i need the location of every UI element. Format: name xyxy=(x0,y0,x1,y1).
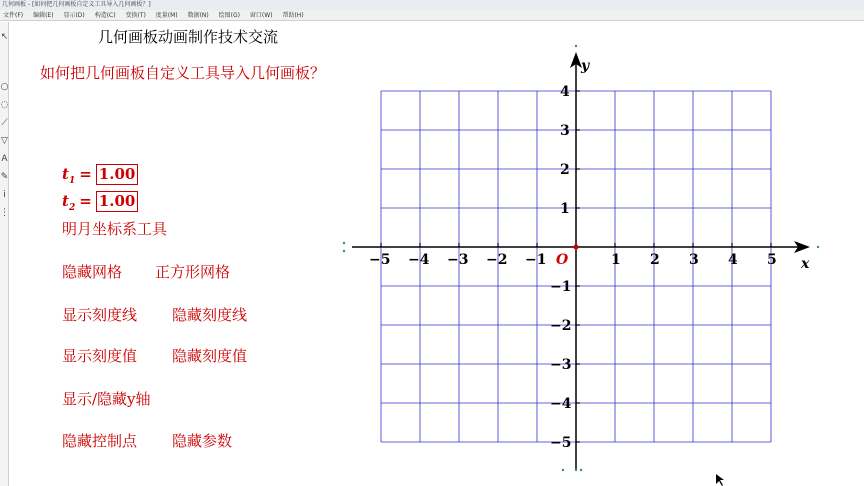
param-t1-name: t xyxy=(62,165,69,183)
menu-graph[interactable]: 绘图(G) xyxy=(218,12,240,19)
left-control-point-b[interactable] xyxy=(343,250,345,252)
x-tick-label: 1 xyxy=(611,252,621,268)
menu-data[interactable]: 数据(N) xyxy=(187,12,209,19)
x-tick-label: −1 xyxy=(525,252,547,268)
show-tick-values-button[interactable]: 显示刻度值 xyxy=(62,347,138,365)
hide-grid-button[interactable]: 隐藏网格 xyxy=(62,263,123,281)
toggle-y-axis-button[interactable]: 显示/隐藏y轴 xyxy=(62,390,151,408)
param-t2-value[interactable]: 1.00 xyxy=(96,191,139,212)
y-tick-label: −3 xyxy=(550,357,572,373)
bottom-control-point-c[interactable] xyxy=(580,469,582,471)
bottom-control-point-a[interactable] xyxy=(562,469,564,471)
y-tick-label: −1 xyxy=(550,279,572,295)
y-tick-label: 4 xyxy=(560,84,570,100)
param-t1-value[interactable]: 1.00 xyxy=(96,164,139,185)
param-t1-eq: = xyxy=(79,165,92,183)
y-tick-label: 1 xyxy=(560,201,570,217)
y-tick-label: −5 xyxy=(550,435,572,451)
arrow-tool-icon[interactable]: ↖ xyxy=(0,32,9,42)
text-tool-icon[interactable]: A xyxy=(1,154,8,164)
menu-display[interactable]: 显示(D) xyxy=(63,12,85,19)
param-t2-eq: = xyxy=(79,192,92,210)
param-t1-sub: 1 xyxy=(68,176,76,186)
line-tool-icon[interactable]: ⟋ xyxy=(1,118,8,128)
x-tick-label: 3 xyxy=(689,252,699,268)
x-tick-label: −5 xyxy=(369,252,391,268)
x-axis-label: x xyxy=(801,256,810,272)
x-tick-label: −3 xyxy=(447,252,469,268)
hide-ticks-button[interactable]: 隐藏刻度线 xyxy=(172,306,248,324)
menu-measure[interactable]: 度量(M) xyxy=(155,12,178,19)
menu-file[interactable]: 文件(F) xyxy=(3,12,24,19)
mouse-cursor-icon xyxy=(716,474,724,486)
y-tick-label: −2 xyxy=(550,318,572,334)
polygon-tool-icon[interactable]: ▽ xyxy=(1,136,8,146)
x-tick-label: −2 xyxy=(486,252,508,268)
marker-tool-icon[interactable]: ✎ xyxy=(0,172,9,182)
info-tool-icon[interactable]: i xyxy=(3,190,6,200)
x-tick-label: 5 xyxy=(767,252,777,268)
document-title: 几何画板动画制作技术交流 xyxy=(98,28,279,46)
window-title: 几何画板 - [如何把几何画板自定义工具导入几何画板？] xyxy=(0,0,864,10)
custom-tool-icon[interactable]: ⋮ xyxy=(0,208,9,218)
menu-transform[interactable]: 变换(T) xyxy=(125,12,146,19)
y-tick-label: 2 xyxy=(560,162,570,178)
y-control-point[interactable] xyxy=(575,45,577,47)
y-tick-label: 3 xyxy=(560,123,570,139)
x-tick-label: 2 xyxy=(650,252,660,268)
param-t2-sub: 2 xyxy=(68,203,76,213)
tick-labels xyxy=(369,84,777,451)
menu-window[interactable]: 窗口(W) xyxy=(249,12,273,19)
y-tick-label: −4 xyxy=(550,396,572,412)
x-control-point[interactable] xyxy=(817,246,819,248)
origin-label: O xyxy=(556,252,569,268)
hide-control-points-button[interactable]: 隐藏控制点 xyxy=(62,432,138,450)
compass-tool-icon[interactable]: ◌ xyxy=(0,100,9,110)
left-control-point-a[interactable] xyxy=(343,242,345,244)
menu-edit[interactable]: 编辑(E) xyxy=(33,12,54,19)
y-axis-label: y xyxy=(581,58,590,74)
param-t2-name: t xyxy=(62,192,69,210)
x-tick-label: −4 xyxy=(408,252,430,268)
menu-help[interactable]: 帮助(H) xyxy=(282,12,304,19)
menu-construct[interactable]: 构造(C) xyxy=(94,12,116,19)
question-text: 如何把几何画板自定义工具导入几何画板？ xyxy=(40,64,326,82)
origin-point[interactable] xyxy=(574,245,579,250)
square-grid-button[interactable]: 正方形网格 xyxy=(155,263,231,281)
hide-params-button[interactable]: 隐藏参数 xyxy=(172,432,233,450)
bottom-control-point-b[interactable] xyxy=(575,469,577,471)
tool-label: 明月坐标系工具 xyxy=(62,220,168,238)
hide-tick-values-button[interactable]: 隐藏刻度值 xyxy=(172,347,248,365)
point-tool-icon[interactable]: ○ xyxy=(0,82,9,92)
x-tick-label: 4 xyxy=(728,252,738,268)
show-ticks-button[interactable]: 显示刻度线 xyxy=(62,306,138,324)
